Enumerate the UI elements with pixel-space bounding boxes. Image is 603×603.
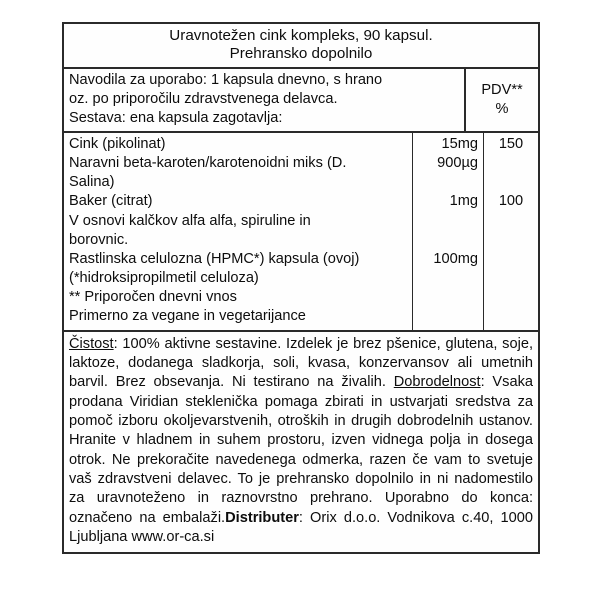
distributor-label: Distributer	[225, 509, 299, 526]
purity-text: : 100% aktivne sestavine. Izdelek je brez pšenice, glutena, soje, laktoze, dodanega sladkorja, soli, kvasa, konzervansov ali umetnih barvil. Brez obsevanja. Ni testirano na živalih.	[69, 335, 533, 391]
ingredient-line-3: Baker (citrat)	[69, 193, 153, 210]
purity-label: Čistost	[69, 335, 114, 352]
amount-line-4	[416, 212, 478, 231]
usage-header-row	[64, 69, 538, 133]
pdv-line-8	[488, 288, 534, 307]
charity-label: Dobrodelnost	[393, 374, 481, 391]
pdv-line-3: 100	[498, 193, 524, 210]
usage-line-1: Navodila za uporabo: 1 kapsula dnevno, s hrano	[69, 71, 383, 88]
pdv-line-6	[488, 250, 534, 269]
footer-text-block	[64, 332, 538, 553]
label-title	[64, 24, 538, 69]
ingredient-line-5: borovnic.	[69, 231, 129, 248]
amount-line-1: 900µg	[437, 154, 478, 171]
usage-line-3: Sestava: ena kapsula zagotavlja:	[69, 109, 283, 126]
supplement-facts-label	[62, 22, 540, 554]
ingredient-names-column	[64, 133, 413, 330]
amount-line-9	[416, 307, 478, 326]
distributor-text: : Orix d.o.o. Vodnikova c.40, 1000 Ljubljana www.or-ca.si	[69, 509, 534, 545]
amount-line-0: 15mg	[441, 135, 478, 152]
ingredient-line-4: V osnovi kalčkov alfa alfa, spiruline in	[69, 212, 311, 229]
amount-line-8	[416, 288, 478, 307]
ingredient-line-0: Cink (pikolinat)	[69, 135, 166, 152]
amount-line-6: 100mg	[433, 250, 478, 267]
pdv-line-0: 150	[498, 135, 524, 152]
pdv-header-line-2: %	[495, 100, 509, 117]
title-line-1: Uravnotežen cink kompleks, 90 kapsul.	[169, 27, 433, 44]
amount-line-7	[416, 269, 478, 288]
pdv-line-2	[488, 173, 534, 192]
ingredient-line-8: ** Priporočen dnevni vnos	[69, 289, 237, 306]
pdv-line-7	[488, 269, 534, 288]
amount-line-2	[416, 173, 478, 192]
pdv-line-5	[488, 231, 534, 250]
ingredient-amounts-column	[413, 133, 484, 330]
pdv-column-header	[466, 69, 538, 131]
ingredient-line-2: Salina)	[69, 174, 115, 191]
ingredient-line-7: (*hidroksipropilmetil celuloza)	[69, 270, 259, 287]
usage-line-2: oz. po priporočilu zdravstvenega delavca.	[69, 90, 338, 107]
charity-paragraph	[69, 374, 533, 525]
ingredients-row	[64, 133, 538, 332]
charity-text: : Vsaka prodana Viridian steklenička pomaga zbirati in ustvarjati sredstva za pomoč izboru okoljevarstvenih, otroških in drugih dobrodelnih ustanov. Hranite v hladnem in suhem prostoru, izven vidnega polja in dosega otrok. Ne prekoračite navedenega odmerka, razen če vam to svetuje vaš zdravstveni delavec. To je prehransko dopolnilo in ni nadomestilo za uravnoteženo in raznovrstno prehrano. Uporabno do konca: označeno na embalaži.	[69, 374, 533, 526]
amount-line-5	[416, 231, 478, 250]
ingredient-line-9: Primerno za vegane in vegetarijance	[69, 308, 306, 325]
ingredient-line-1: Naravni beta-karoten/karotenoidni miks (D.	[69, 154, 347, 171]
pdv-line-1	[488, 154, 534, 173]
ingredient-line-6: Rastlinska celulozna (HPMC*) kapsula (ovoj)	[69, 250, 360, 267]
usage-instructions	[64, 69, 466, 131]
title-line-2: Prehransko dopolnilo	[229, 44, 373, 62]
ingredient-pdv-column	[484, 133, 538, 330]
pdv-line-4	[488, 212, 534, 231]
pdv-header-line-1: PDV**	[481, 81, 523, 98]
pdv-line-9	[488, 307, 534, 326]
amount-line-3: 1mg	[449, 193, 478, 210]
